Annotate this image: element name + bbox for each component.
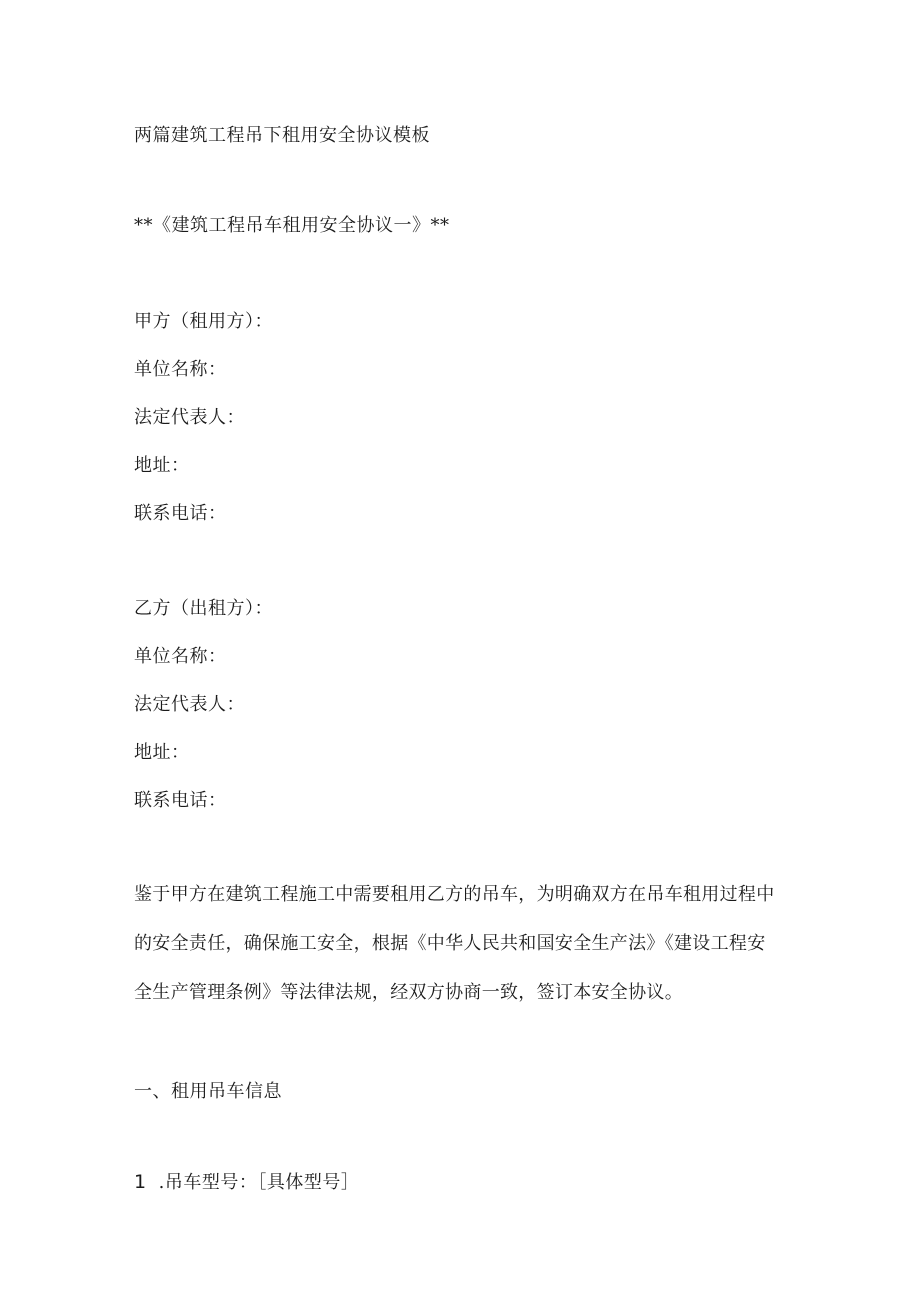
- preamble-paragraph: [134, 870, 784, 1017]
- preamble-line: 全生产管理条例》等法律法规，经双方协商一致，签订本安全协议。: [134, 982, 683, 1003]
- party-a-legal-rep: 法定代表人：: [134, 407, 245, 428]
- list-item-number: 1: [134, 1171, 147, 1193]
- party-b-unit-name: 单位名称：: [134, 646, 227, 667]
- party-b-heading: 乙方（出租方）：: [134, 598, 273, 619]
- party-a-address: 地址：: [134, 455, 190, 476]
- party-a-phone: 联系电话：: [134, 503, 227, 524]
- party-b-legal-rep: 法定代表人：: [134, 694, 245, 715]
- agreement-subtitle: **《建筑工程吊车租用安全协议一》**: [134, 215, 450, 236]
- list-item-text: .吊车型号：［具体型号］: [158, 1172, 360, 1193]
- document-title: 两篇建筑工程吊下租用安全协议模板: [134, 125, 430, 146]
- preamble-line: 的安全责任，确保施工安全，根据《中华人民共和国安全生产法》《建设工程安: [134, 933, 766, 954]
- party-b-phone: 联系电话：: [134, 790, 227, 811]
- preamble-line: 鉴于甲方在建筑工程施工中需要租用乙方的吊车，为明确双方在吊车租用过程中: [134, 884, 775, 905]
- party-a-unit-name: 单位名称：: [134, 359, 227, 380]
- section-heading: 一、租用吊车信息: [134, 1081, 282, 1102]
- party-b-address: 地址：: [134, 742, 190, 763]
- list-item: [134, 1170, 359, 1195]
- party-a-heading: 甲方（租用方）：: [134, 311, 273, 332]
